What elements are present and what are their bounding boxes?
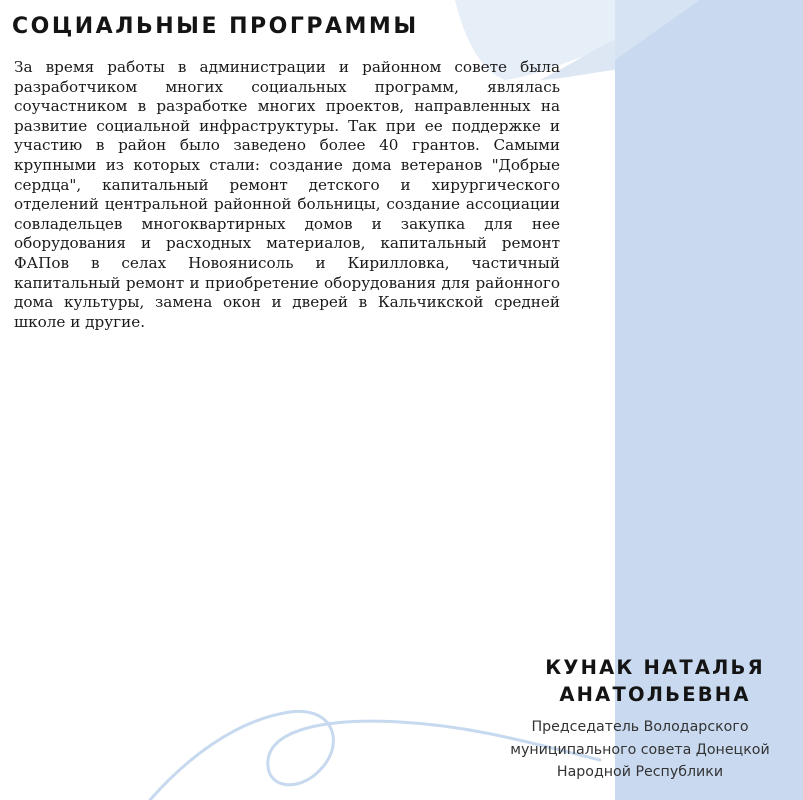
person-name-line-2: АНАТОЛЬЕВНА (559, 683, 751, 706)
person-name-line-1: КУНАК НАТАЛЬЯ (545, 656, 765, 679)
person-name (505, 654, 803, 708)
person-position: Председатель Володарского муниципального совета Донецкой Народной Республики (510, 719, 770, 780)
description-paragraph: За время работы в администрации и районном совете была разработчиком многих социальных программ, являлась соучастником в разработке многих проектов, направленных на развитие социальной инфраструктуры. Так при ее поддержке и участию в район было заведено более 40 грантов. Самыми крупными из которых стали: создание дома ветеранов "Добрые сердца", капитальный ремонт детского и хирургического отделений центральной районной больницы, создание ассоциации совладельцев многоквартирных домов и закупка для нее оборудования и расходных материалов, капитальный ремонт ФАПов в селах Новоянисоль и Кирилловка, частичный капитальный ремонт и приобретение оборудования для районного дома культуры, замена окон и дверей в Кальчикской средней школе и другие. (14, 58, 560, 331)
page-title: СОЦИАЛЬНЫЕ ПРОГРАММЫ (12, 14, 419, 39)
